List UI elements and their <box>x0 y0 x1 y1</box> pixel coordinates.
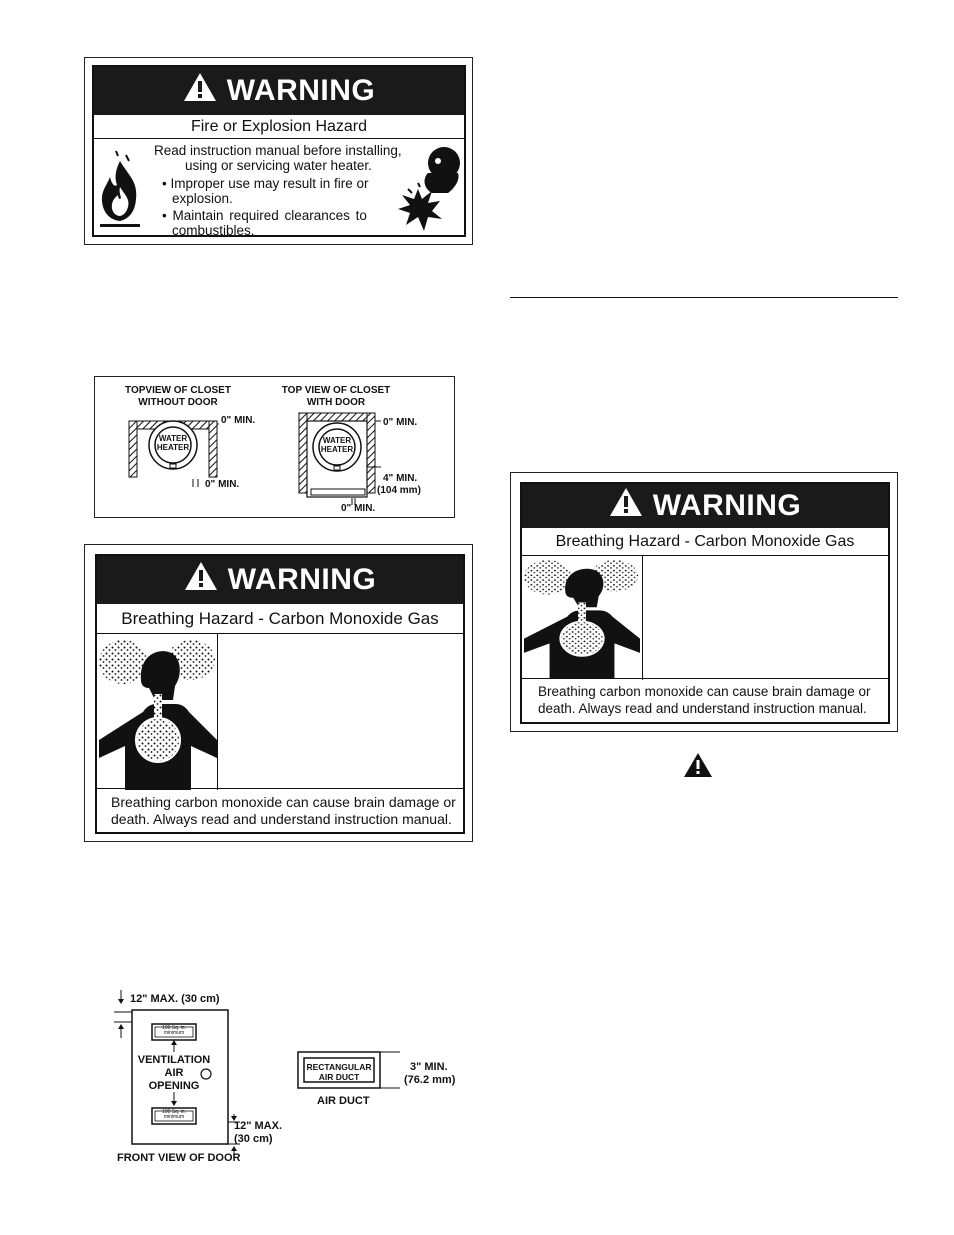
co-warning-label-left <box>84 544 473 842</box>
duct-dimension-1: 3" MIN. <box>410 1061 448 1073</box>
explosion-person-icon <box>398 145 464 240</box>
right-title-line2: WITH DOOR <box>306 397 366 408</box>
warning-triangle-icon <box>183 72 217 110</box>
left-top-clearance: 0" MIN. <box>221 415 256 426</box>
hazard-subtitle: Fire or Explosion Hazard <box>94 115 464 139</box>
warning-triangle-icon <box>609 487 643 525</box>
breathing-hazard-person-icon <box>99 640 217 795</box>
right-front-clearance: 4" MIN. <box>383 473 418 484</box>
heater-label-right-2: HEATER <box>320 445 354 454</box>
warning-banner <box>522 484 888 528</box>
closet-clearance-diagram <box>94 376 455 518</box>
duct-caption: AIR DUCT <box>317 1095 370 1107</box>
door-top-dimension: 12" MAX. (30 cm) <box>130 993 220 1005</box>
door-caption: FRONT VIEW OF DOOR <box>117 1152 241 1164</box>
breathing-hazard-person-icon <box>524 560 640 683</box>
vent-label-line2: AIR <box>164 1067 184 1079</box>
warning-banner <box>94 67 464 115</box>
warning-triangle-icon <box>184 561 218 599</box>
flame-icon <box>98 147 142 240</box>
right-front-metric: (104 mm) <box>377 485 421 496</box>
co-warning-label-right <box>510 472 898 732</box>
co-footer-line2: death. Always read and understand instruction manual. <box>538 701 867 716</box>
vent-label-line1: VENTILATION <box>137 1054 211 1066</box>
right-title-line1: TOP VIEW OF CLOSET <box>281 385 391 396</box>
right-bottom-clearance: 0" MIN. <box>341 503 376 514</box>
vent-label-line3: OPENING <box>148 1080 200 1092</box>
door-bottom-dimension-2: (30 cm) <box>234 1133 273 1145</box>
duct-label-line2: AIR DUCT <box>318 1072 360 1082</box>
heater-label-right-1: WATER <box>322 436 352 445</box>
heater-label-left-2: HEATER <box>156 443 190 452</box>
left-title-line1: TOPVIEW OF CLOSET <box>125 385 231 396</box>
vent-box-top: 100 Sq. in. minimum <box>162 1025 186 1036</box>
vent-box-bottom: 100 Sq. in. minimum <box>162 1109 186 1120</box>
co-footer-line2: death. Always read and understand instruction manual. <box>111 811 452 827</box>
co-footer-line1: Breathing carbon monoxide can cause brain damage or <box>538 684 871 699</box>
fire-bullet1-line1: • Improper use may result in fire or <box>162 176 369 191</box>
duct-dimension-2: (76.2 mm) <box>404 1074 456 1086</box>
warning-triangle-icon <box>683 752 713 783</box>
door-bottom-dimension-1: 12" MAX. <box>234 1120 283 1132</box>
fire-intro-line1: Read instruction manual before installing, <box>154 143 402 158</box>
warning-banner-text: WARNING <box>227 563 377 596</box>
warning-banner-text: WARNING <box>226 74 376 107</box>
heater-label-left-1: WATER <box>158 434 188 443</box>
hazard-subtitle: Breathing Hazard - Carbon Monoxide Gas <box>97 604 463 634</box>
fire-bullet1-line2: explosion. <box>172 191 233 206</box>
section-divider <box>510 297 898 298</box>
co-footer-line1: Breathing carbon monoxide can cause brain damage or <box>111 794 456 810</box>
left-bottom-clearance: 0" MIN. <box>205 479 240 490</box>
right-top-clearance: 0" MIN. <box>383 417 418 428</box>
left-title-line2: WITHOUT DOOR <box>138 397 218 408</box>
fire-warning-label <box>84 57 473 245</box>
duct-label-line1: RECTANGULAR <box>306 1062 372 1072</box>
fire-intro-line2: using or servicing water heater. <box>185 158 372 173</box>
fire-bullet2-line1: • Maintain required clearances to <box>162 208 367 223</box>
warning-banner-text: WARNING <box>652 489 802 522</box>
fire-bullet2-line2: combustibles. <box>172 223 255 238</box>
warning-banner <box>97 556 463 604</box>
hazard-subtitle: Breathing Hazard - Carbon Monoxide Gas <box>522 528 888 556</box>
co-footer <box>97 788 463 832</box>
co-footer <box>522 678 888 722</box>
